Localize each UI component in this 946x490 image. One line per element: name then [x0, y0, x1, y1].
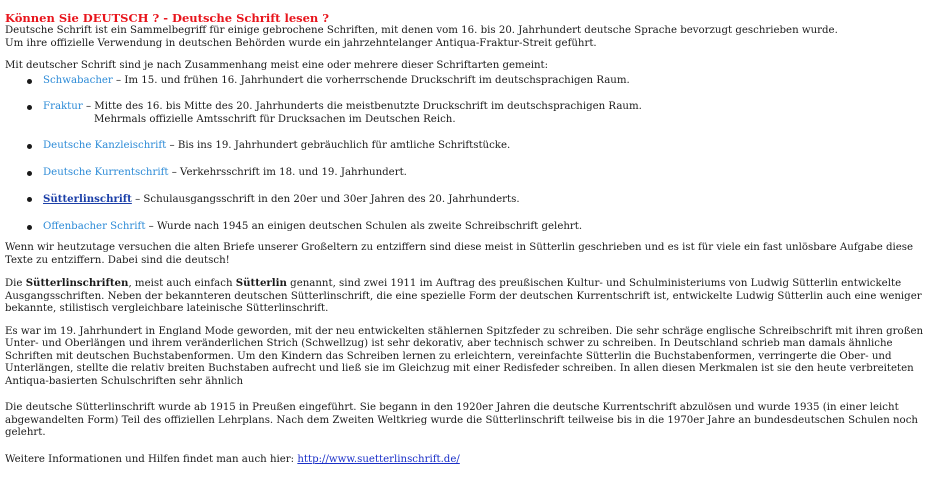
text-segment: genannt, sind zwei 1911 im Auftrag des preußischen Kultur- und Schulministeriums von Ludwig Sütterlin entwickelte Ausgangsschriften. Neben der bekannteren deutschen Sütterlinschrift, die eine spezielle Form der deutschen Kurrentschrift ist, entwickelte Ludwig Sütterlin auch eine weniger bekannte, stilistisch vergleichbare lateinische Sütterlinschrift.	[5, 278, 922, 314]
footer-line	[5, 454, 941, 467]
list-item-text: – Mitte des 16. bis Mitte des 20. Jahrhunderts die meistbenutzte Druckschrift im deutschsprachigen Raum.	[82, 101, 642, 112]
intro-line-1: Deutsche Schrift ist ein Sammelbegriff für einige gebrochene Schriften, mit denen vom 16. bis 20. Jahrhundert deutsche Sprache bevorzugt geschrieben wurde.	[5, 25, 838, 36]
link-kurrentschrift[interactable]: Deutsche Kurrentschrift	[43, 166, 169, 178]
types-intro: Mit deutscher Schrift sind je nach Zusammenhang meist eine oder mehrere dieser Schriftarten gemeint:	[5, 60, 549, 71]
bullet-icon	[27, 197, 32, 202]
text-segment: Die	[5, 278, 26, 289]
link-kanzleischrift[interactable]: Deutsche Kanzleischrift	[43, 140, 167, 151]
paragraph-prussia: Die deutsche Sütterlinschrift wurde ab 1915 in Preußen eingeführt. Sie begann in den 1920er Jahren die deutsche Kurrentschrift abzulösen und wurde 1935 (in einer leicht abgewandelten Form) Teil des offiziellen Lehrplans. Nach dem Zweiten Weltkrieg wurde die Sütterlinschrift teilweise bis in die 1970er Jahre an bundesdeutschen Schulen noch gelehrt.	[5, 402, 918, 438]
link-fraktur[interactable]: Fraktur	[43, 101, 83, 112]
script-types-list	[5, 75, 941, 234]
bold-term: Sütterlin	[235, 277, 287, 289]
footer-link[interactable]: http://www.suetterlinschrift.de/	[297, 453, 460, 465]
page-title: Können Sie DEUTSCH ? - Deutsche Schrift lesen ?	[5, 11, 330, 25]
link-schwabacher[interactable]: Schwabacher	[43, 74, 113, 86]
intro-line-2: Um ihre offizielle Verwendung in deutschen Behörden wurde ein jahrzehntelanger Antiqua-Fraktur-Streit geführt.	[5, 37, 597, 49]
link-offenbacher[interactable]: Offenbacher Schrift	[43, 220, 146, 232]
list-item-offenbacher	[27, 221, 941, 234]
bullet-icon	[27, 144, 32, 149]
list-item-kurrentschrift	[27, 167, 941, 180]
list-item-text: – Im 15. und frühen 16. Jahrhundert die vorherrschende Druckschrift im deutschsprachigen Raum.	[112, 74, 630, 86]
bullet-icon	[27, 171, 32, 176]
list-item-fraktur	[27, 101, 941, 126]
list-item-text: – Schulausgangsschrift in den 20er und 30er Jahren des 20. Jahrhunderts.	[131, 194, 520, 205]
list-item-kanzleischrift	[27, 140, 941, 153]
list-item-text-continued: Mehrmals offizielle Amtsschrift für Drucksachen im Deutschen Reich.	[94, 113, 456, 125]
text-segment: , meist auch einfach	[128, 278, 236, 289]
list-item-text: – Wurde nach 1945 an einigen deutschen Schulen als zweite Schreibschrift gelehrt.	[145, 220, 583, 232]
list-item-schwabacher	[27, 75, 941, 88]
bold-term: Sütterlinschriften	[25, 277, 129, 289]
bullet-icon	[27, 79, 32, 84]
list-item-text: – Bis ins 19. Jahrhundert gebräuchlich für amtliche Schriftstücke.	[166, 140, 511, 151]
link-suetterlinschrift[interactable]: Sütterlinschrift	[43, 193, 132, 205]
paragraph-england: Es war im 19. Jahrhundert in England Mode geworden, mit der neu entwickelten stählernen Spitzfeder zu schreiben. Die sehr schräge englische Schreibschrift mit ihren großen Unter- und Oberlängen und ihrem veränderlichen Strich (Schwellzug) ist sehr dekorativ, aber technisch schwer zu schreiben. In Deutschland schrieb man damals ähnliche Schriften mit deutschen Buchstabenformen. Um den Kindern das Schreiben lernen zu erleichtern, vereinfachte Sütterlin die Buchstabenformen, verringerte die Ober- und Unterlängen, stellte die relativ breiten Buchstaben aufrecht und ließ sie im Gleichzug mit einer Redisfeder schreiben. In allen diesen Merkmalen ist sie den heute verbreiteten Antiqua-basierten Schulschriften sehr ähnlich	[5, 325, 924, 387]
list-item-text: – Verkehrsschrift im 18. und 19. Jahrhundert.	[168, 166, 407, 178]
bullet-icon	[27, 225, 32, 230]
footer-text: Weitere Informationen und Hilfen findet man auch hier:	[5, 453, 298, 465]
paragraph-today: Wenn wir heutzutage versuchen die alten Briefe unserer Großeltern zu entziffern sind diese meist in Sütterlin geschrieben und es ist für viele ein fast unlösbare Aufgabe diese Texte zu entziffern. Dabei sind die deutsch!	[5, 242, 914, 266]
bullet-icon	[27, 105, 32, 110]
list-item-suetterlinschrift	[27, 193, 941, 207]
paragraph-suetterlin	[5, 277, 941, 316]
